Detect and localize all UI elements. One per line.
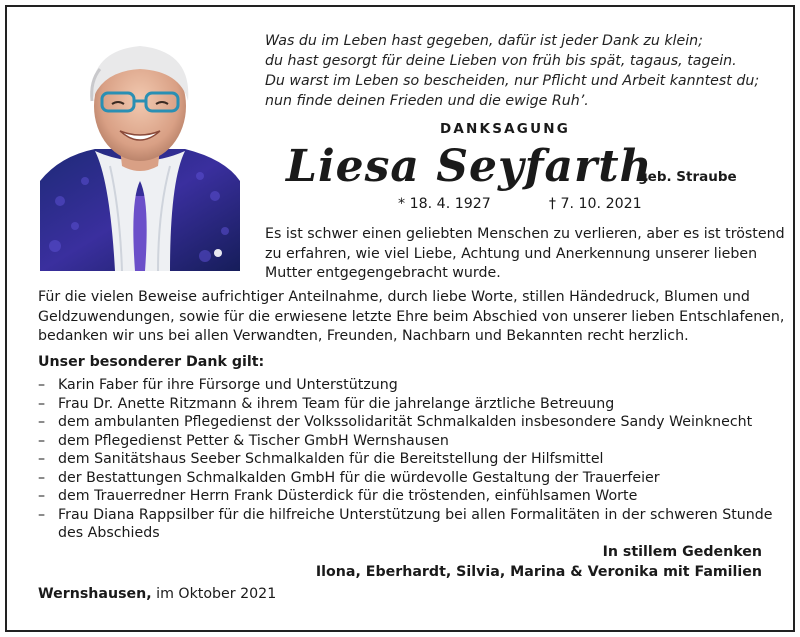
- list-item: [38, 506, 773, 525]
- poem-line: nun finde deinen Frieden und die ewige Ruh’.: [265, 93, 589, 109]
- life-dates: [398, 196, 642, 212]
- list-item: [38, 487, 768, 506]
- list-item-text: dem ambulanten Pflegedienst der Volkssolidarität Schmalkalden insbesondere Sandy Weinknecht: [58, 414, 753, 430]
- thanks-line: Für die vielen Beweise aufrichtiger Anteilnahme, durch liebe Worte, stillen Händedruck, Blumen und: [38, 289, 750, 305]
- place-name: Wernshausen,: [38, 586, 152, 602]
- list-item-text: dem Pflegedienst Petter & Tischer GmbH Wernshausen: [58, 432, 449, 449]
- place-date: [38, 586, 276, 602]
- death-date: † 7. 10. 2021: [548, 196, 642, 212]
- poem-verse: [265, 31, 765, 111]
- list-item: [38, 395, 768, 414]
- list-dash: –: [38, 414, 46, 430]
- list-item: [38, 450, 768, 469]
- list-dash: –: [38, 377, 46, 393]
- list-item-text: der Bestattungen Schmalkalden GmbH für die würdevolle Gestaltung der Trauerfeier: [58, 469, 660, 486]
- closing-line: In stillem Gedenken: [602, 544, 762, 560]
- list-item: [38, 376, 768, 395]
- closing-signers: Ilona, Eberhardt, Silvia, Marina & Veronika mit Familien: [315, 563, 762, 580]
- list-dash: –: [38, 451, 46, 467]
- list-item-text: Karin Faber für ihre Fürsorge und Unterstützung: [58, 377, 398, 393]
- list-item-text: Frau Diana Rappsilber für die hilfreiche Unterstützung bei allen Formalitäten in der schweren Stunde: [58, 506, 773, 523]
- closing-signature: [316, 543, 762, 582]
- thanks-paragraph: [38, 288, 785, 347]
- list-item-text: dem Trauerredner Herrn Frank Düsterdick für die tröstenden, einfühlsamen Worte: [58, 488, 638, 504]
- birth-date: * 18. 4. 1927: [398, 196, 491, 212]
- thanks-line: Geldzuwendungen, sowie für die erwiesene letzte Ehre beim Abschied von unserer lieben Entschlafenen,: [38, 308, 785, 325]
- intro-line: Mutter entgegengebracht wurde.: [265, 265, 501, 281]
- poem-line: Du warst im Leben so bescheiden, nur Pflicht und Arbeit kanntest du;: [265, 73, 760, 89]
- portrait-photo: [40, 31, 240, 271]
- list-dash: –: [38, 488, 46, 504]
- list-dash: –: [38, 395, 46, 412]
- poem-line: du hast gesorgt für deine Lieben von früh bis spät, tagaus, tagein.: [265, 53, 737, 69]
- intro-line: Es ist schwer einen geliebten Menschen zu verlieren, aber es ist tröstend: [265, 226, 785, 242]
- deceased-name: Liesa Seyfarth: [286, 141, 653, 192]
- list-item-continuation: des Abschieds: [58, 525, 160, 541]
- notice-heading: DANKSAGUNG: [440, 121, 571, 137]
- birth-name: geb. Straube: [638, 169, 737, 185]
- intro-line: zu erfahren, wie viel Liebe, Achtung und Anerkennung unserer lieben: [265, 245, 758, 262]
- poem-line: Was du im Leben hast gegeben, dafür ist jeder Dank zu klein;: [265, 33, 703, 49]
- list-item: [38, 469, 768, 488]
- notice-date: im Oktober 2021: [156, 586, 277, 602]
- list-dash: –: [38, 432, 46, 449]
- special-thanks-heading: Unser besonderer Dank gilt:: [38, 354, 265, 370]
- list-dash: –: [38, 506, 46, 523]
- special-thanks-list: [38, 376, 773, 543]
- list-item-text: Frau Dr. Anette Ritzmann & ihrem Team für die jahrelange ärztliche Betreuung: [58, 395, 615, 412]
- list-item-text: dem Sanitätshaus Seeber Schmalkalden für die Bereitstellung der Hilfsmittel: [58, 451, 604, 467]
- thanks-line: bedanken wir uns bei allen Verwandten, Freunden, Nachbarn und Bekannten recht herzlich.: [38, 328, 689, 344]
- intro-paragraph: [265, 225, 785, 284]
- list-dash: –: [38, 469, 46, 486]
- list-item: [38, 432, 768, 451]
- list-item: [38, 413, 768, 432]
